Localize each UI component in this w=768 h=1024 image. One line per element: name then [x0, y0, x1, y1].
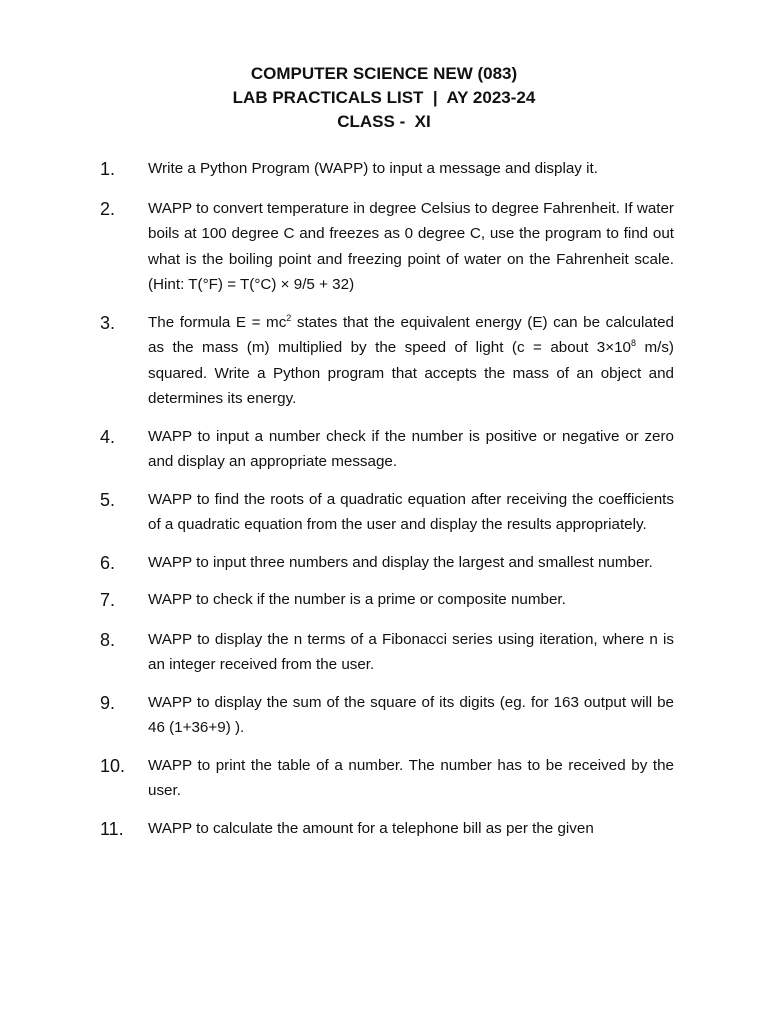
formula-text: states that the equivalent energy (E) can be calculated as the mass (m) multiplied by the speed of light (c = about 3×10 [148, 313, 674, 356]
item-number: 7. [100, 590, 116, 610]
item-text: WAPP to print the table of a number. The number has to be received by the user. [148, 756, 674, 799]
item-text: WAPP to find the roots of a quadratic equation after receiving the coefficients of a quadratic equation from the user and display the results appropriately. [148, 490, 674, 533]
item-text: WAPP to input a number check if the number is positive or negative or zero and display an appropriate message. [148, 427, 674, 470]
list-item [100, 487, 674, 538]
item-text: WAPP to convert temperature in degree Celsius to degree Fahrenheit. If water boils at 100 degree C and freezes as 0 degree C, use the program to find out what is the boiling point and freezing point of water on the Fahrenheit scale. (Hint: T(°F) = T(°C) × 9/5 + 32) [148, 199, 674, 293]
item-number: 3. [100, 312, 116, 333]
item-number: 11. [100, 818, 124, 839]
item-number: 2. [100, 198, 116, 219]
list-item [100, 690, 674, 741]
item-text: WAPP to display the sum of the square of its digits (eg. for 163 output will be 46 (1+36+9) ). [148, 693, 674, 736]
practicals-list [100, 156, 674, 853]
item-text: Write a Python Program (WAPP) to input a message and display it. [148, 160, 598, 177]
item-number: 8. [100, 629, 116, 650]
exponent: 2 [286, 312, 292, 323]
item-number: 10. [100, 755, 126, 776]
item-number: 1. [100, 159, 116, 179]
item-number: 6. [100, 552, 116, 573]
list-item [100, 156, 674, 182]
list-item [100, 310, 674, 412]
list-item [100, 816, 674, 842]
list-item [100, 424, 674, 475]
class-label: CLASS - XI [337, 112, 431, 131]
item-text: WAPP to check if the number is a prime or composite number. [148, 591, 566, 608]
item-number: 9. [100, 692, 116, 713]
list-title: LAB PRACTICALS LIST | AY 2023-24 [232, 88, 536, 107]
list-item [100, 627, 674, 678]
item-number: 4. [100, 426, 116, 447]
list-item [100, 196, 674, 298]
document-header [0, 62, 768, 134]
list-item [100, 550, 674, 576]
exponent: 8 [631, 338, 637, 348]
item-number: 5. [100, 489, 116, 510]
item-text [148, 310, 674, 412]
item-text: WAPP to calculate the amount for a telephone bill as per the given [148, 819, 594, 837]
list-item [100, 753, 674, 804]
formula-text: m/s) squared. Write a Python program that accepts the mass of an object and determines its energy. [148, 339, 674, 407]
formula-text: The formula E = mc [148, 313, 287, 331]
item-text: WAPP to display the n terms of a Fibonacci series using iteration, where n is an integer received from the user. [148, 630, 674, 673]
item-text: WAPP to input three numbers and display the largest and smallest number. [148, 553, 653, 571]
list-item [100, 587, 674, 613]
course-title: COMPUTER SCIENCE NEW (083) [250, 64, 518, 83]
